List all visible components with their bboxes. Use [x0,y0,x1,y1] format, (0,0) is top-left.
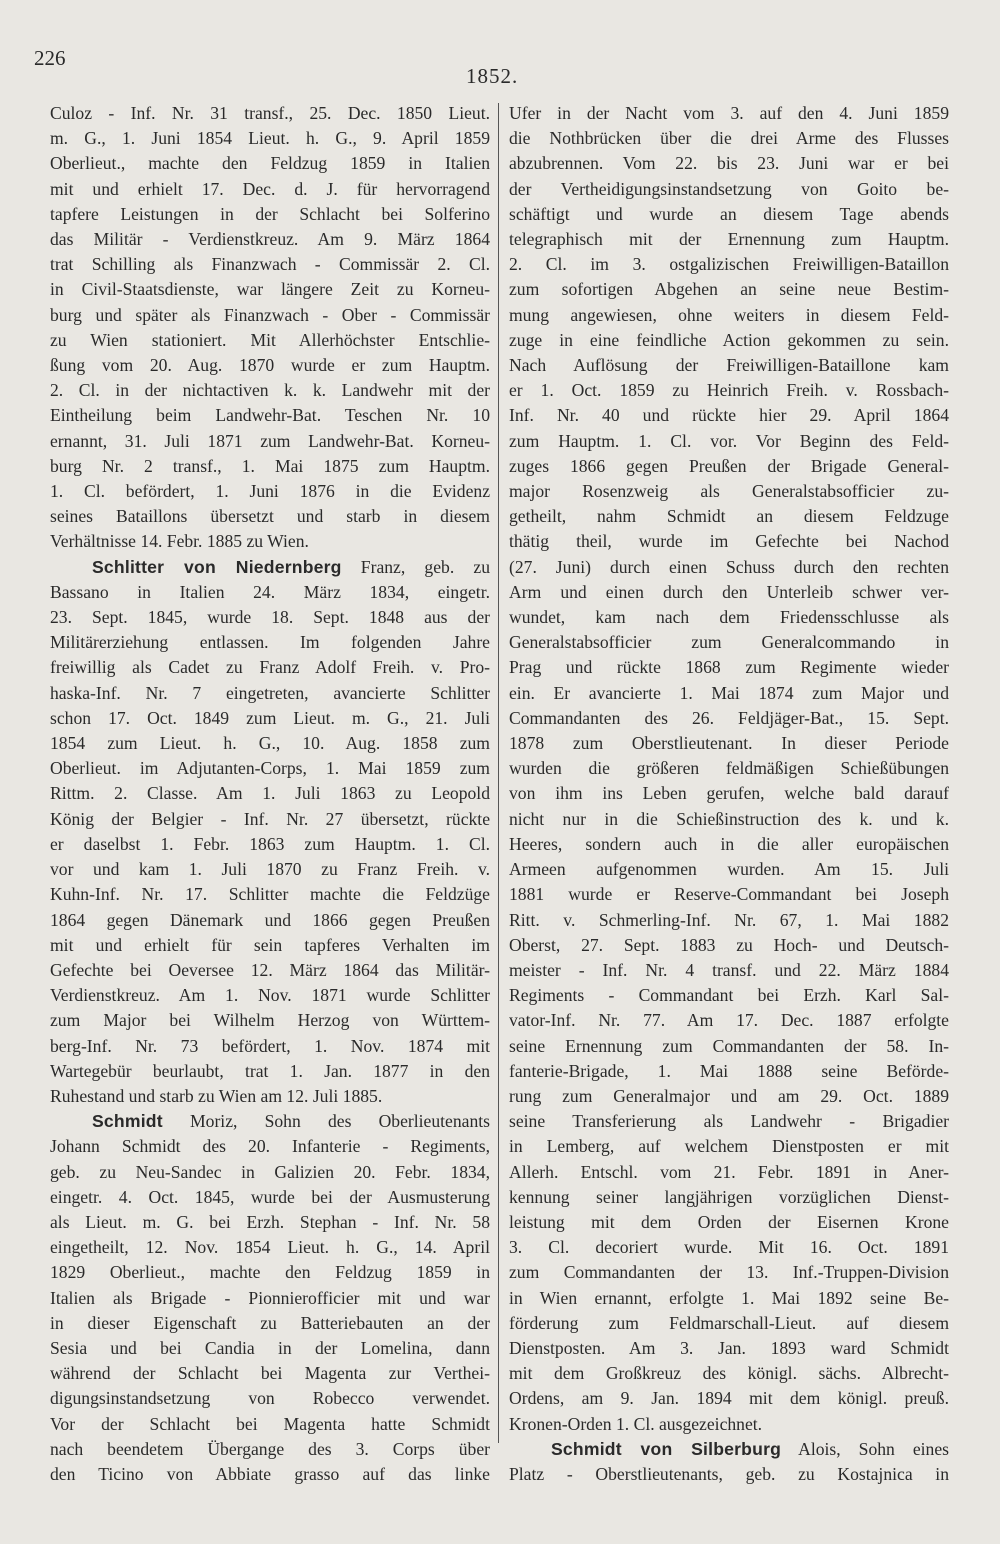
line-text: 1881 wurde er Reserve-Commandant bei Joseph [509,884,949,905]
text-line [50,454,490,479]
text-line [50,882,490,907]
text-line [50,832,490,857]
line-text: zum sofortigen Abgehen an seine neue Bestim- [509,279,949,300]
text-line [509,177,949,202]
line-text: das Militär - Verdienstkreuz. Am 9. März 1864 [50,229,490,250]
line-text: digungsinstandsetzung von Robecco verwendet. [50,1388,490,1409]
text-line [509,756,949,781]
line-text: leistung mit dem Orden der Eisernen Krone [509,1211,949,1232]
text-line [509,1034,949,1059]
text-line [509,202,949,227]
entry-name: Schmidt von Silberburg [551,1438,782,1459]
line-text: mung angewiesen, ohne weiters in diesem Feld- [509,304,949,325]
text-line [509,882,949,907]
text-line [50,983,490,1008]
line-text: von ihm ins Leben gerufen, welche bald darauf [509,783,949,804]
text-line [50,1260,490,1285]
text-line [509,1160,949,1185]
line-text: Nach Auflösung der Freiwilligen-Bataillone kam [509,355,949,376]
text-line [50,303,490,328]
line-text: Moriz, Sohn des Oberlieutenants [162,1111,490,1132]
text-line [50,1134,490,1159]
line-text: zuges 1866 gegen Preußen der Brigade General- [509,455,949,476]
text-line [509,1361,949,1386]
line-text: Commandanten des 26. Feldjäger-Bat., 15. Sept. [509,707,949,728]
text-line [509,1235,949,1260]
text-line [509,1210,949,1235]
text-line [50,933,490,958]
text-line [50,227,490,252]
text-line [50,1185,490,1210]
line-text: zum Commandanten der 13. Inf.-Truppen-Division [509,1262,949,1283]
text-line [50,1412,490,1437]
text-line [509,252,949,277]
text-line [509,1008,949,1033]
line-text: m. G., 1. Juni 1854 Lieut. h. G., 9. April 1859 [50,128,490,149]
line-text: 3. Cl. decoriert wurde. Mit 16. Oct. 1891 [509,1237,949,1258]
line-text: Oberlieut., machte den Feldzug 1859 in Italien [50,153,490,174]
entry-heading-line [50,1109,490,1134]
text-line [509,303,949,328]
line-text: zum Major bei Wilhelm Herzog von Württem- [50,1010,490,1031]
column-divider [498,103,499,1443]
text-line [509,1260,949,1285]
text-line [50,101,490,126]
text-line [509,429,949,454]
text-line [509,353,949,378]
line-text: ernannt, 31. Juli 1871 zum Landwehr-Bat. Korneu- [50,430,490,451]
text-line [509,681,949,706]
line-text: seine Transferierung als Landwehr - Brigadier [509,1111,949,1132]
line-text: geb. zu Neu-Sandec in Galizien 20. Febr. 1834, [50,1161,490,1182]
line-text: Oberlieut. im Adjutanten-Corps, 1. Mai 1859 zum [50,758,490,779]
line-text: Kronen-Orden 1. Cl. ausgezeichnet. [509,1413,763,1434]
line-text: thätig theil, wurde im Gefechte bei Nachod [509,531,949,552]
running-header-year: 1852. [466,64,519,88]
text-line [509,328,949,353]
text-line [50,681,490,706]
entry-name: Schmidt [92,1111,163,1132]
line-text: Gefechte bei Oeversee 12. März 1864 das Militär- [50,959,490,980]
line-text: mit und erhielt für sein tapferes Verhalten im [50,934,490,955]
text-line [50,378,490,403]
line-text: Johann Schmidt des 20. Infanterie - Regiments, [50,1136,490,1157]
text-line [50,756,490,781]
entry-heading-line [509,1437,949,1462]
text-line [50,1361,490,1386]
line-text: Regiments - Commandant bei Erzh. Karl Sal- [509,985,949,1006]
text-line [50,908,490,933]
line-text: Ufer in der Nacht vom 3. auf den 4. Juni 1859 [509,103,949,123]
line-text: nach beendetem Übergange des 3. Corps über [50,1438,490,1459]
text-line [50,1084,490,1109]
line-text: 23. Sept. 1845, wurde 18. Sept. 1848 aus der [50,607,490,628]
line-text: mit dem Großkreuz des königl. sächs. Albrecht- [509,1363,949,1384]
text-line [50,605,490,630]
line-text: (27. Juni) durch einen Schuss durch den rechten [509,556,949,577]
text-line [509,378,949,403]
line-text: in Civil-Staatsdienste, war längere Zeit zu Korneu- [50,279,490,300]
line-text: König der Belgier - Inf. Nr. 27 übersetzt, rückte [50,808,490,829]
text-line [50,504,490,529]
text-line [50,252,490,277]
line-text: schon 17. Oct. 1849 zum Lieut. m. G., 21. Juli [50,707,490,728]
line-text: Prag und rückte 1868 zum Regimente wieder [509,657,949,678]
line-text: in dieser Eigenschaft zu Batteriebauten an der [50,1312,490,1333]
text-line [509,933,949,958]
line-text: Ritt. v. Schmerling-Inf. Nr. 67, 1. Mai 1882 [509,909,949,930]
line-text: Culoz - Inf. Nr. 31 transf., 25. Dec. 1850 Lieut. [50,103,490,123]
text-line [509,403,949,428]
line-text: Oberst, 27. Sept. 1883 zu Hoch- und Deutsch- [509,934,949,955]
text-line [509,1412,949,1437]
text-line [50,1386,490,1411]
line-text: 2. Cl. im 3. ostgalizischen Freiwilligen-Bataillon [509,254,949,275]
line-text: ein. Er avancierte 1. Mai 1874 zum Major und [509,682,949,703]
line-text: Verhältnisse 14. Febr. 1885 zu Wien. [50,531,309,552]
text-line [50,580,490,605]
line-text: Inf. Nr. 40 und rückte hier 29. April 1864 [509,405,949,426]
text-line [50,630,490,655]
page-number: 226 [34,46,66,70]
line-text: Alois, Sohn eines [781,1438,949,1459]
text-line [509,1134,949,1159]
line-text: berg-Inf. Nr. 73 befördert, 1. Nov. 1874 mit [50,1035,490,1056]
line-text: zu Wien stationiert. Mit Allerhöchster Entschlie- [50,329,490,350]
text-line [50,1462,490,1487]
line-text: Kuhn-Inf. Nr. 17. Schlitter machte die Feldzüge [50,884,490,905]
line-text: Generalstabsofficier zum Generalcommando in [509,632,949,653]
line-text: in Lemberg, auf welchem Dienstposten er mit [509,1136,949,1157]
text-line [509,731,949,756]
line-text: vor und kam 1. Juli 1870 zu Franz Freih. v. [50,859,490,880]
text-line [509,555,949,580]
line-text: major Rosenzweig als Generalstabsofficier zu- [509,481,949,502]
line-text: Bassano in Italien 24. März 1834, eingetr. [50,581,490,602]
line-text: wurden die größeren feldmäßigen Schießübungen [509,758,949,779]
text-line [509,227,949,252]
text-line [509,126,949,151]
line-text: abzubrennen. Vom 22. bis 23. Juni war er bei [509,153,949,174]
line-text: eingetr. 4. Oct. 1845, wurde bei der Ausmusterung [50,1186,490,1207]
text-line [509,958,949,983]
line-text: Franz, geb. zu [341,556,490,577]
text-line [50,202,490,227]
line-text: Sesia und bei Candia in der Lomelina, dann [50,1337,490,1358]
line-text: burg und später als Finanzwach - Ober - Commissär [50,304,490,325]
left-column [50,101,490,1487]
line-text: wundet, kam nach dem Friedensschlusse als [509,607,949,628]
text-line [50,1235,490,1260]
text-line [509,1386,949,1411]
line-text: Vor der Schlacht bei Magenta hatte Schmidt [50,1413,490,1434]
line-text: Wartegebür beurlaubt, trat 1. Jan. 1877 in den [50,1060,490,1081]
line-text: haska-Inf. Nr. 7 eingetreten, avancierte Schlitter [50,682,490,703]
text-line [509,807,949,832]
line-text: fanterie-Brigade, 1. Mai 1888 seine Beförde- [509,1060,949,1081]
line-text: Heeres, sondern auch in die aller europäischen [509,833,949,854]
text-line [50,529,490,554]
text-line [50,1210,490,1235]
entry-name: Schlitter von Niedernberg [92,556,342,577]
text-line [509,857,949,882]
line-text: während der Schlacht bei Magenta zur Verthei- [50,1363,490,1384]
line-text: der Vertheidigungsinstandsetzung von Goito be- [509,178,949,199]
text-line [50,151,490,176]
line-text: telegraphisch mit der Ernennung zum Hauptm. [509,229,949,250]
text-line [509,529,949,554]
text-line [509,504,949,529]
text-line [50,479,490,504]
text-line [50,1059,490,1084]
right-column [509,101,949,1487]
text-line [50,1286,490,1311]
text-line [50,1336,490,1361]
line-text: seines Bataillons übersetzt und starb in diesem [50,506,490,527]
line-text: Arm und einen durch den Unterleib schwer ver- [509,581,949,602]
line-text: eingetheilt, 12. Nov. 1854 Lieut. h. G., 14. April [50,1237,490,1258]
text-line [509,1336,949,1361]
line-text: die Nothbrücken über die drei Arme des Flusses [509,128,949,149]
line-text: er 1. Oct. 1859 zu Heinrich Freih. v. Rossbach- [509,380,949,401]
text-line [50,1437,490,1462]
text-line [509,101,949,126]
text-line [50,731,490,756]
line-text: seine Ernennung zum Commandanten der 58. In- [509,1035,949,1056]
text-line [509,454,949,479]
text-line [509,832,949,857]
line-text: Allerh. Entschl. vom 21. Febr. 1891 in Aner- [509,1161,949,1182]
text-line [50,807,490,832]
line-text: 2. Cl. in der nichtactiven k. k. Landwehr mit der [50,380,490,401]
line-text: 1. Cl. befördert, 1. Juni 1876 in die Evidenz [50,481,490,502]
text-line [50,1008,490,1033]
line-text: zum Hauptm. 1. Cl. vor. Vor Beginn des Feld- [509,430,949,451]
text-line [509,1059,949,1084]
text-line [509,1109,949,1134]
line-text: trat Schilling als Finanzwach - Commissär 2. Cl. [50,254,490,275]
text-line [509,277,949,302]
text-line [50,429,490,454]
line-text: förderung zum Feldmarschall-Lieut. auf diesem [509,1312,949,1333]
line-text: rung zum Generalmajor und am 29. Oct. 1889 [509,1085,949,1106]
text-line [50,403,490,428]
text-line [50,1160,490,1185]
text-line [509,580,949,605]
text-line [509,1084,949,1109]
text-line [50,655,490,680]
line-text: meister - Inf. Nr. 4 transf. und 22. März 1884 [509,959,949,980]
text-line [50,706,490,731]
line-text: Platz - Oberstlieutenants, geb. zu Kostajnica in [509,1463,949,1484]
line-text: Rittm. 2. Classe. Am 1. Juli 1863 zu Leopold [50,783,490,804]
line-text: 1878 zum Oberstlieutenant. In dieser Periode [509,733,949,754]
text-line [50,1034,490,1059]
text-line [509,630,949,655]
line-text: getheilt, nahm Schmidt an diesem Feldzuge [509,506,949,527]
text-line [509,655,949,680]
line-text: in Wien ernannt, erfolgte 1. Mai 1892 seine Be- [509,1287,949,1308]
line-text: er daselbst 1. Febr. 1863 zum Hauptm. 1. Cl. [50,833,490,854]
text-line [509,479,949,504]
text-line [50,126,490,151]
line-text: zuge in eine feindliche Action gekommen zu sein. [509,329,949,350]
text-line [50,177,490,202]
text-line [509,706,949,731]
text-line [509,908,949,933]
text-line [509,781,949,806]
line-text: Italien als Brigade - Pionnierofficier mit und war [50,1287,490,1308]
text-line [50,277,490,302]
text-line [50,328,490,353]
line-text: mit und erhielt 17. Dec. d. J. für hervorragend [50,178,490,199]
line-text: kennung seiner langjährigen vorzüglichen Dienst- [509,1186,949,1207]
line-text: freiwillig als Cadet zu Franz Adolf Freih. v. Pro- [50,657,490,678]
line-text: vator-Inf. Nr. 77. Am 17. Dec. 1887 erfolgte [509,1010,949,1031]
text-line [50,353,490,378]
text-line [509,151,949,176]
line-text: burg Nr. 2 transf., 1. Mai 1875 zum Hauptm. [50,455,490,476]
line-text: Militärerziehung entlassen. Im folgenden Jahre [50,632,490,653]
line-text: als Lieut. m. G. bei Erzh. Stephan - Inf. Nr. 58 [50,1211,490,1232]
line-text: tapfere Leistungen in der Schlacht bei Solferino [50,203,490,224]
text-line [50,958,490,983]
line-text: den Ticino von Abbiate grasso auf das linke [50,1463,490,1484]
line-text: ßung vom 20. Aug. 1870 wurde er zum Hauptm. [50,355,490,376]
text-line [509,983,949,1008]
line-text: schäftigt und wurde an diesem Tage abends [509,203,949,224]
entry-heading-line [50,555,490,580]
line-text: Ruhestand und starb zu Wien am 12. Juli 1885. [50,1085,383,1106]
line-text: 1829 Oberlieut., machte den Feldzug 1859 in [50,1262,490,1283]
text-line [50,781,490,806]
line-text: Dienstposten. Am 3. Jan. 1893 ward Schmidt [509,1337,949,1358]
text-line [509,605,949,630]
line-text: Ordens, am 9. Jan. 1894 mit dem königl. preuß. [509,1388,949,1409]
text-line [509,1286,949,1311]
line-text: Armeen aufgenommen wurden. Am 15. Juli [509,859,949,880]
line-text: nicht nur in die Schießinstruction des k. und k. [509,808,949,829]
text-line [50,857,490,882]
text-line [50,1311,490,1336]
line-text: Eintheilung beim Landwehr-Bat. Teschen Nr. 10 [50,405,490,426]
line-text: 1854 zum Lieut. h. G., 10. Aug. 1858 zum [50,733,490,754]
text-line [509,1311,949,1336]
text-line [509,1462,949,1487]
line-text: 1864 gegen Dänemark und 1866 gegen Preußen [50,909,490,930]
line-text: Verdienstkreuz. Am 1. Nov. 1871 wurde Schlitter [50,985,490,1006]
text-line [509,1185,949,1210]
